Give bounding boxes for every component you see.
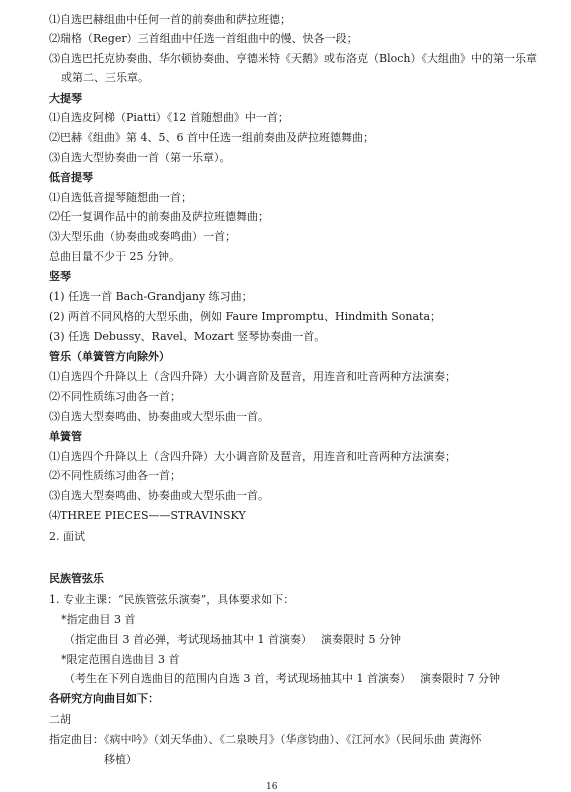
- text-line: （指定曲目 3 首必弹，考试现场抽其中 1 首演奏） 演奏限时 5 分钟: [64, 633, 401, 646]
- text-line: ⑵不同性质练习曲各一首；: [49, 390, 181, 403]
- text-line: ⑶自选大型奏鸣曲、协奏曲或大型乐曲一首。: [49, 489, 269, 502]
- text-line: 或第二、三乐章。: [61, 71, 149, 84]
- section-heading-harp: 竖琴: [49, 270, 71, 283]
- section-heading-chinese-orchestra: 民族管弦乐: [49, 572, 104, 585]
- text-line: ⑴自选四个升降以上（含四升降）大小调音阶及琶音，用连音和吐音两种方法演奏；: [49, 370, 456, 383]
- text-line: 移植）: [104, 753, 137, 766]
- text-line: *指定曲目 3 首: [61, 613, 136, 626]
- text-line: （考生在下列自选曲目的范围内自选 3 首，考试现场抽其中 1 首演奏） 演奏限时 7 分钟: [64, 672, 500, 685]
- text-line: ⑵不同性质练习曲各一首；: [49, 469, 181, 482]
- section-heading-repertoire: 各研究方向曲目如下：: [49, 692, 159, 705]
- section-heading-clarinet: 单簧管: [49, 430, 82, 443]
- section-heading-winds: 管乐（单簧管方向除外）: [49, 350, 170, 363]
- text-line: 指定曲目：《病中吟》（刘天华曲）、《二泉映月》（华彦钧曲）、《江河水》（民间乐曲 黄海怀: [49, 733, 482, 746]
- text-line: (2) 两首不同风格的大型乐曲，例如 Faure Impromptu、Hindmith Sonata；: [49, 310, 442, 323]
- text-line: ⑴自选皮阿梯（Piatti）《12 首随想曲》中一首；: [49, 111, 289, 124]
- text-line: ⑶自选大型协奏曲一首（第一乐章）。: [49, 151, 231, 164]
- text-line: ⑴自选四个升降以上（含四升降）大小调音阶及琶音，用连音和吐音两种方法演奏；: [49, 450, 456, 463]
- page-number: 16: [266, 782, 278, 792]
- text-line: ⑵瑞格（Reger）三首组曲中任选一首组曲中的慢、快各一段；: [49, 32, 358, 45]
- text-line: 1. 专业主课：“民族管弦乐演奏”，具体要求如下：: [49, 593, 295, 606]
- section-heading-erhu: 二胡: [49, 713, 71, 726]
- text-line: ⑴自选巴赫组曲中任何一首的前奏曲和萨拉班德；: [49, 13, 291, 26]
- text-line: ⑶大型乐曲（协奏曲或奏鸣曲）一首；: [49, 230, 236, 243]
- text-line: 总曲目量不少于 25 分钟。: [49, 250, 180, 263]
- section-heading-double-bass: 低音提琴: [49, 171, 93, 184]
- text-line: ⑶自选大型奏鸣曲、协奏曲或大型乐曲一首。: [49, 410, 269, 423]
- text-line: (3) 任选 Debussy、Ravel、Mozart 竖琴协奏曲一首。: [49, 330, 326, 343]
- text-line: (1) 任选一首 Bach-Grandjany 练习曲；: [49, 290, 253, 303]
- text-line: ⑷THREE PIECES——STRAVINSKY: [49, 509, 246, 522]
- text-line: ⑵任一复调作品中的前奏曲及萨拉班德舞曲；: [49, 210, 269, 223]
- text-line: ⑵巴赫《组曲》第 4、5、6 首中任选一组前奏曲及萨拉班德舞曲；: [49, 131, 374, 144]
- text-line: 2. 面试: [49, 530, 85, 543]
- text-line: ⑴自选低音提琴随想曲一首；: [49, 191, 192, 204]
- section-heading-cello: 大提琴: [49, 92, 82, 105]
- text-line: ⑶自选巴托克协奏曲、华尔顿协奏曲、亨德米特《天鹅》或布洛克（Bloch）《大组曲》中的第一乐章: [49, 52, 537, 65]
- text-line: *限定范围自选曲目 3 首: [61, 653, 180, 666]
